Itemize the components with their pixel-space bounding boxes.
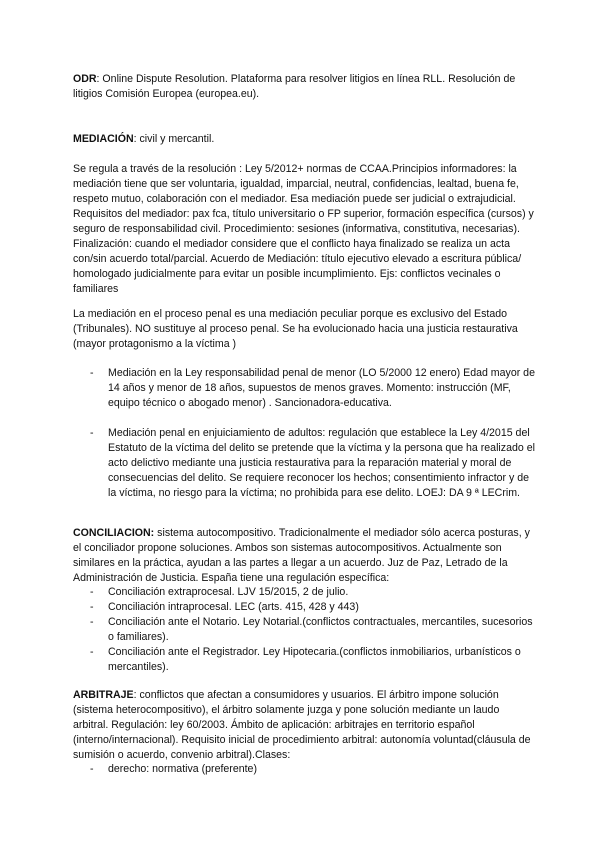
mediacion-paragraph: Se regula a través de la resolución : Ley 5/2012+ normas de CCAA.Principios informadores: la mediación tiene que ser voluntaria, igualdad, imparcial, neutral, confidencias, lealtad, buena fe, respeto mutuo, colaboración con el mediador. Esa mediación puede ser judicial o extrajudicial. Requisitos del mediador: pax fca, título universitario o FP superior, formación específica (cursos) y seguro de responsabilidad civil. Procedimiento: sesiones (informativa, constitutiva, necesarias). Finalización: cuando el mediador considere que el conflicto haya finalizado se realiza un acta con/sin acuerdo total/parcial. Acuerdo de Mediación: título ejecutivo elevado a escritura pública/ homologado judicialmente para evitar un posible incumplimiento. Ejs: conflictos vecinales o familiares [73, 163, 534, 295]
odr-text: : Online Dispute Resolution. Plataforma para resolver litigios en línea RLL. Resolución de litigios Comisión Europea (europea.eu). [73, 73, 516, 100]
mediacion-subtitle: : civil y mercantil. [133, 133, 215, 145]
conciliacion-heading: CONCILIACION: [73, 527, 155, 539]
list-item [73, 585, 535, 600]
arbitraje-heading: ARBITRAJE [73, 689, 134, 701]
conciliacion-list [73, 585, 535, 675]
mediacion-heading: MEDIACIÓN [73, 133, 134, 145]
bullet-dash: - [90, 427, 94, 439]
conciliacion-paragraph [73, 526, 535, 586]
mediacion-penal-paragraph: La mediación en el proceso penal es una mediación peculiar porque es exclusivo del Estado (Tribunales). NO sustituye al proceso penal. Se ha evolucionado hacia una justicia restaurativa (mayor protagonismo a la víctima ) [73, 308, 518, 350]
list-item-text: Mediación penal en enjuiciamiento de adultos: regulación que establece la Ley 4/2015 del Estatuto de la víctima del delito se pretende que la víctima y la persona que ha realizado el acto delictivo mediante una justicia restaurativa para la reparación material y moral de consecuencias del delito. Se requiere reconocer los hechos; consentimiento infractor y de la víctima, no riesgo para la víctima; no prohibida para ese delito. LOEJ: DA 9 ª LECrim. [108, 427, 535, 499]
bullet-dash: - [90, 616, 94, 628]
list-item-text: Conciliación intraprocesal. LEC (arts. 415, 428 y 443) [108, 601, 359, 613]
list-item [73, 762, 535, 777]
list-item-text: Mediación en la Ley responsabilidad penal de menor (LO 5/2000 12 enero) Edad mayor de 14 años y menor de 18 años, supuestos de menos graves. Momento: instrucción (MF, equipo técnico o abogado menor) . Sancionadora-educativa. [108, 367, 535, 409]
bullet-dash: - [90, 646, 94, 658]
mediacion-penal-list [73, 366, 535, 501]
arbitraje-text: : conflictos que afectan a consumidores y usuarios. El árbitro impone solución (sistema heterocompositivo), el árbitro solamente juzga y pone solución mediante un laudo arbitral. Regulación: ley 60/2003. Ámbito de aplicación: arbitrajes en territorio español (interno/internacional). Requisito inicial de procedimiento arbitral: autonomía voluntad(cláusula de sumisión o acuerdo, convenio arbitral).Clases: [73, 689, 531, 761]
list-item-text: Conciliación ante el Registrador. Ley Hipotecaria.(conflictos inmobiliarios, urbanísticos o mercantiles). [108, 646, 521, 673]
bullet-dash: - [90, 586, 94, 598]
odr-paragraph [73, 72, 535, 102]
bullet-dash: - [90, 367, 94, 379]
conciliacion-text: sistema autocompositivo. Tradicionalmente el mediador sólo acerca posturas, y el conciliador propone soluciones. Ambos son sistemas autocompositivos. Actualmente son similares en la práctica, ayudan a las partes a llegar a un acuerdo. Juz de Paz, Letrado de la Administración de Justicia. España tiene una regulación específica: [73, 527, 530, 584]
odr-heading: ODR [73, 73, 97, 85]
mediacion-title [73, 132, 535, 147]
list-item-text: derecho: normativa (preferente) [108, 763, 257, 775]
list-item [73, 645, 535, 675]
arbitraje-paragraph [73, 688, 535, 763]
list-item [73, 600, 535, 615]
arbitraje-list [73, 762, 535, 777]
list-item-text: Conciliación extraprocesal. LJV 15/2015, 2 de julio. [108, 586, 349, 598]
list-item-text: Conciliación ante el Notario. Ley Notarial.(conflictos contractuales, mercantiles, sucesorios o familiares). [108, 616, 533, 643]
list-item [73, 426, 535, 501]
list-item [73, 366, 535, 411]
bullet-dash: - [90, 763, 94, 775]
list-item [73, 615, 535, 645]
bullet-dash: - [90, 601, 94, 613]
